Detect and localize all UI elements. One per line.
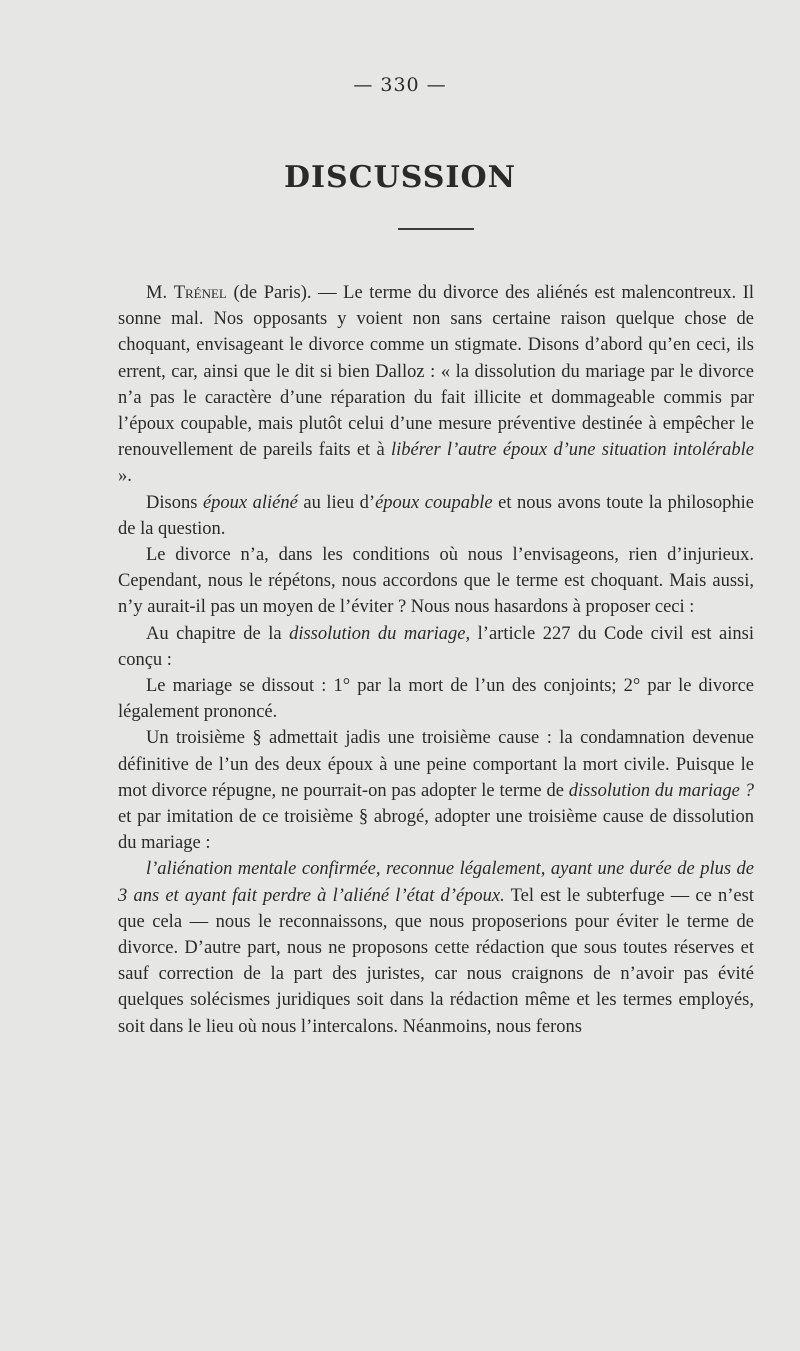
paragraph-6-italic-b: dissolution du mariage ?: [568, 780, 754, 801]
paragraph-7: [118, 856, 754, 1039]
speaker-name: Trénel: [173, 283, 227, 303]
paragraph-6-text-c: et par imitation de ce troisième § abrogé, adopter une troisième cause de dissolution du mariage :: [118, 807, 754, 854]
paragraph-1: [118, 280, 754, 490]
page-title: DISCUSSION: [283, 160, 516, 195]
paragraph-6-text-a: Un troisième § admettait jadis une troisième cause : la condamnation devenue définitive de l’un des deux époux à une peine comportant la mort civile. Puisque le mot divorce répugne, ne pourrait-on pas adopter le terme de: [118, 728, 754, 801]
body-text: [118, 280, 754, 1040]
paragraph-7-italic-a: l’aliénation mentale confirmée, reconnue légalement, ayant une durée de plus de 3 ans et ayant fait perdre à l’aliéné l’état d’époux.: [118, 859, 754, 906]
page-number: — 330 —: [353, 74, 447, 96]
paragraph-1-close: ».: [118, 466, 132, 487]
paragraph-1-italic: libérer l’autre époux d’une situation intolérable: [390, 440, 754, 461]
paragraph-2-text-a: Disons: [146, 492, 203, 513]
paragraph-4-text-c: l’article 227 du Code civil est ainsi conçu :: [118, 623, 754, 670]
paragraph-4-text-a: Au chapitre de la: [146, 623, 290, 644]
paragraph-2-text-c: au lieu d’: [297, 492, 376, 513]
paragraph-2: [118, 490, 754, 542]
paragraph-2-italic-d: époux coupable: [375, 492, 493, 513]
paragraph-4: [118, 621, 754, 673]
paragraph-4-italic-b: dissolution du mariage,: [289, 623, 471, 644]
paragraph-6: [118, 725, 754, 856]
paragraph-7-text-b: Tel est le subterfuge — ce n’est que cela — nous le reconnaissons, que nous proposerions pour éviter le terme de divorce. D’autre part, nous ne proposons cette rédaction que sous toutes réserves et sauf correction de la part des juristes, car nous craignons de n’avoir pas évité quelques solécismes juridiques soit dans la rédaction même et les termes employés, soit dans le lieu où nous l’intercalons. Néanmoins, nous ferons: [118, 885, 754, 1037]
speaker-initial: M.: [146, 283, 174, 303]
title-divider: [398, 228, 474, 230]
paragraph-2-text-e: et nous avons toute la philosophie de la question.: [118, 492, 754, 539]
paragraph-3: Le divorce n’a, dans les conditions où nous l’envisageons, rien d’injurieux. Cependant, nous le répétons, nous accordons que le terme est choquant. Mais aussi, n’y aurait-il pas un moyen de l’éviter ? Nous nous hasardons à proposer ceci :: [118, 545, 754, 618]
paragraph-2-italic-b: époux aliéné: [202, 492, 298, 513]
paragraph-5: Le mariage se dissout : 1° par la mort de l’un des conjoints; 2° par le divorce légalement prononcé.: [118, 676, 754, 723]
paragraph-1-text: (de Paris). — Le terme du divorce des aliénés est malencontreux. Il sonne mal. Nos opposants y voient non sans certaine raison quelque chose de choquant, envisageant le divorce comme un stigmate. Disons d’abord qu’en ceci, ils errent, car, ainsi que le dit si bien Dalloz : « la dissolution du mariage par le divorce n’a pas le caractère d’une réparation du fait illicite et dommageable commis par l’époux coupable, mais plutôt celui d’une mesure préventive destinée à empêcher le renouvellement de pareils faits et à: [118, 283, 755, 461]
